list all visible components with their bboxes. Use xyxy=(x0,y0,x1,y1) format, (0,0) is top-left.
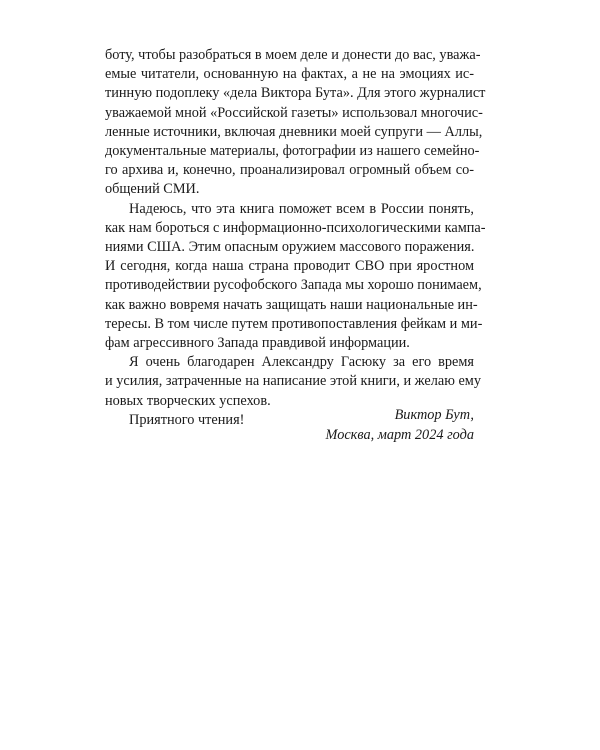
body-text xyxy=(105,46,486,430)
text-line: как важно вовремя начать защищать наши национальные ин- xyxy=(105,296,478,313)
text-line: фам агрессивного Запада правдивой информации. xyxy=(105,335,410,352)
text-line: противодействии русофобского Запада мы хорошо понимаем, xyxy=(105,277,482,294)
paragraph-3 xyxy=(105,353,481,411)
paragraph-2 xyxy=(105,200,486,354)
text-line: тинную подоплеку «дела Виктора Бута». Для этого журналист xyxy=(105,85,486,102)
text-line: И сегодня, когда наша страна проводит СВО при яростном xyxy=(105,258,474,275)
signature-place-date: Москва, март 2024 года xyxy=(325,427,474,443)
text-line: Надеюсь, что эта книга поможет всем в России понять, xyxy=(129,200,474,217)
text-line: тересы. В том числе путем противопоставления фейкам и ми- xyxy=(105,315,483,332)
text-line: Приятного чтения! xyxy=(129,411,245,428)
text-line: го архива и, конечно, проанализировал огромный объем со- xyxy=(105,162,474,179)
text-line: емые читатели, основанную на фактах, а не на эмоциях ис- xyxy=(105,66,474,83)
text-line: общений СМИ. xyxy=(105,181,200,198)
paragraph-1 xyxy=(105,46,486,200)
text-line: как нам бороться с информационно-психологическими кампа- xyxy=(105,219,486,236)
signature-name: Виктор Бут, xyxy=(394,407,474,423)
text-line: новых творческих успехов. xyxy=(105,392,271,409)
text-line: ниями США. Этим опасным оружием массового поражения. xyxy=(105,239,475,256)
text-line: уважаемой мной «Российской газеты» использовал многочис- xyxy=(105,104,483,121)
text-line: ленные источники, включая дневники моей супруги — Аллы, xyxy=(105,123,483,140)
text-line: Я очень благодарен Александру Гасюку за его время xyxy=(129,354,474,371)
text-line: и усилия, затраченные на написание этой книги, и желаю ему xyxy=(105,373,481,390)
text-line: боту, чтобы разобраться в моем деле и донести до вас, уважа- xyxy=(105,47,481,63)
text-line: документальные материалы, фотографии из нашего семейно- xyxy=(105,143,480,160)
author-signature xyxy=(325,405,474,445)
